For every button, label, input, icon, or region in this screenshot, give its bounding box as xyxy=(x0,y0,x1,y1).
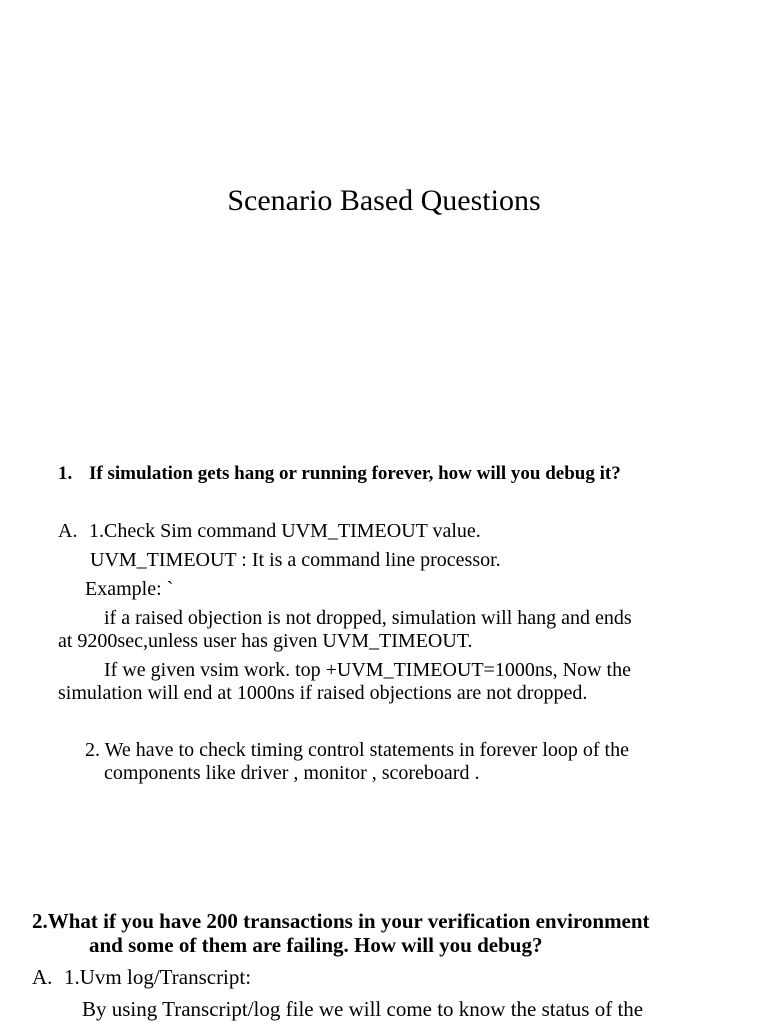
answer-2-marker: A. xyxy=(32,965,53,989)
answer-1-point-1: 1.Check Sim command UVM_TIMEOUT value. xyxy=(89,520,481,542)
answer-1-paragraph-1-line-2: at 9200sec,unless user has given UVM_TIMEOUT. xyxy=(58,630,473,652)
answer-1-point-2-line-2: components like driver , monitor , scoreboard . xyxy=(104,762,480,784)
answer-1-paragraph-2-line-1: If we given vsim work. top +UVM_TIMEOUT=1000ns, Now the xyxy=(104,659,631,681)
question-1-text: If simulation gets hang or running forever, how will you debug it? xyxy=(89,463,621,484)
question-2-line-2: and some of them are failing. How will you debug? xyxy=(89,933,543,957)
answer-1-point-1-definition: UVM_TIMEOUT : It is a command line processor. xyxy=(90,549,501,571)
answer-1-paragraph-1-line-1: if a raised objection is not dropped, simulation will hang and ends xyxy=(104,607,632,629)
answer-1-paragraph-2-line-2: simulation will end at 1000ns if raised objections are not dropped. xyxy=(58,682,588,704)
page-title: Scenario Based Questions xyxy=(227,184,541,217)
answer-2-point-1: 1.Uvm log/Transcript: xyxy=(64,965,252,989)
question-2-line-1: 2.What if you have 200 transactions in your verification environment xyxy=(32,909,650,933)
answer-1-example-label: Example: ` xyxy=(85,578,174,600)
answer-1-marker: A. xyxy=(58,520,78,542)
answer-2-paragraph-1-line-1: By using Transcript/log file we will come to know the status of the xyxy=(82,997,644,1021)
answer-1-point-2-line-1: 2. We have to check timing control statements in forever loop of the xyxy=(85,739,629,761)
question-1-number: 1. xyxy=(58,463,73,484)
